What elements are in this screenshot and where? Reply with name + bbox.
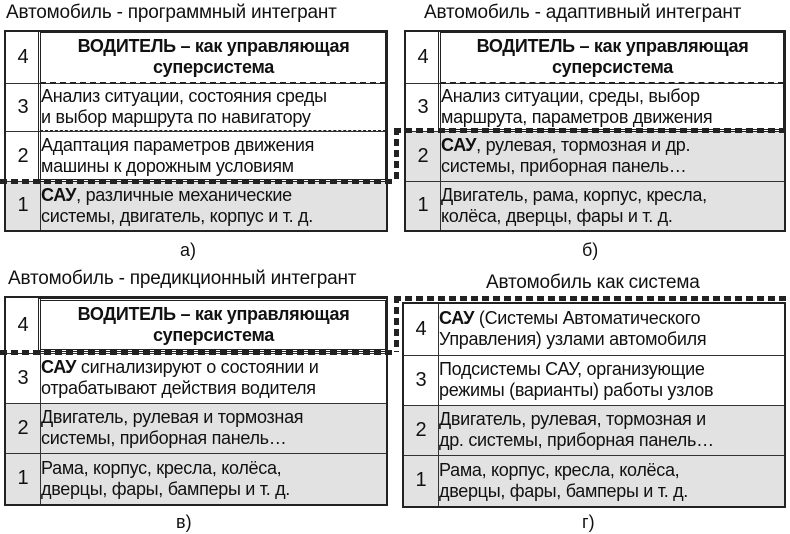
level-text bbox=[439, 405, 786, 455]
level-number: 1 bbox=[5, 453, 41, 505]
text-line-2: Управления) узлами автомобиля bbox=[439, 329, 707, 350]
panel-d-table bbox=[402, 302, 786, 508]
panel-d-row-3 bbox=[403, 355, 785, 405]
text-line-1: , рулевая, тормозная и др. bbox=[476, 135, 691, 155]
level-text bbox=[439, 355, 786, 405]
text-line-2: дверцы, фары, бамперы и т. д. bbox=[439, 480, 689, 501]
text-line-1: , различные механические bbox=[76, 184, 292, 205]
text-line-1: ВОДИТЕЛЬ – как управляющая bbox=[77, 36, 350, 57]
panel-b-caption: б) bbox=[582, 240, 599, 260]
text-line-1: Адаптация параметров движения bbox=[41, 135, 315, 155]
text-line-1: Анализ ситуации, среды, выбор bbox=[441, 86, 700, 106]
text-line-1: Двигатель, рулевая и тормозная bbox=[41, 407, 304, 427]
level-text bbox=[41, 83, 388, 131]
text-line-2: суперсистема bbox=[152, 57, 275, 78]
panel-c-row-4 bbox=[5, 297, 387, 353]
text-line-1: (Системы Автоматического bbox=[474, 308, 701, 329]
panel-d-row-4 bbox=[403, 303, 785, 355]
panel-d-boundary bbox=[394, 296, 790, 301]
panel-a-caption: а) bbox=[180, 240, 197, 260]
panel-d-title: Автомобиль как система bbox=[486, 272, 700, 293]
panel-a-boundary bbox=[0, 179, 392, 184]
level-number: 2 bbox=[405, 131, 441, 181]
text-line-2: колёса, дверцы, фары и т. д. bbox=[441, 205, 673, 226]
level-number: 3 bbox=[5, 83, 41, 131]
level-text bbox=[439, 303, 786, 355]
level-number: 1 bbox=[5, 181, 41, 231]
level-text bbox=[41, 181, 388, 231]
panel-c-boundary bbox=[0, 350, 392, 355]
sau-bold: САУ bbox=[439, 308, 475, 329]
panel-c-row-3 bbox=[5, 353, 387, 403]
panel-b-row-4 bbox=[405, 31, 785, 83]
level-text bbox=[41, 453, 388, 505]
sau-bold: САУ bbox=[41, 184, 77, 205]
level-text bbox=[441, 131, 786, 181]
panel-d-boundary-side bbox=[394, 296, 399, 352]
panel-c-row-1 bbox=[5, 453, 387, 505]
level-number: 2 bbox=[5, 403, 41, 453]
panel-c-table bbox=[4, 296, 388, 506]
panel-c-caption: в) bbox=[176, 512, 192, 532]
panel-a-row-3 bbox=[5, 83, 387, 131]
level-text bbox=[41, 131, 388, 181]
panel-b-title: Автомобиль - адаптивный интегрант bbox=[424, 2, 742, 23]
text-line-1: Двигатель, рулевая, тормозная и bbox=[439, 409, 706, 429]
panel-a-row-2 bbox=[5, 131, 387, 181]
text-line-2: и выбор маршрута по навигатору bbox=[41, 107, 311, 127]
panel-b-boundary-side bbox=[394, 128, 399, 180]
level-number: 3 bbox=[5, 353, 41, 403]
text-line-2: машины к дорожным условиям bbox=[41, 156, 294, 176]
text-line-1: ВОДИТЕЛЬ – как управляющая bbox=[77, 304, 350, 325]
text-line-1: Двигатель, рама, корпус, кресла, bbox=[441, 184, 707, 205]
text-line-1: Рама, корпус, кресла, колёса, bbox=[41, 457, 282, 478]
level-text bbox=[441, 31, 786, 83]
level-number: 2 bbox=[403, 405, 439, 455]
panel-b-row-2 bbox=[405, 131, 785, 181]
text-line-2: системы, двигатель, корпус и т. д. bbox=[41, 205, 313, 226]
text-line-1: Анализ ситуации, состояния среды bbox=[41, 86, 327, 106]
text-line-2: системы, приборная панель… bbox=[41, 428, 287, 448]
text-line-1: Рама, корпус, кресла, колёса, bbox=[439, 459, 680, 480]
panel-a-dash-line bbox=[40, 130, 386, 131]
level-number: 3 bbox=[403, 355, 439, 405]
text-line-2: системы, приборная панель… bbox=[441, 156, 687, 176]
level-text bbox=[41, 297, 388, 353]
level-text bbox=[441, 83, 786, 131]
text-line-2: суперсистема bbox=[152, 325, 275, 346]
text-line-1: Подсистемы САУ, организующие bbox=[439, 359, 705, 379]
level-text bbox=[41, 31, 388, 83]
panel-c-row-2 bbox=[5, 403, 387, 453]
panel-b-boundary bbox=[394, 128, 790, 133]
text-line-1: ВОДИТЕЛЬ – как управляющая bbox=[476, 36, 749, 57]
sau-bold: САУ bbox=[41, 357, 77, 377]
level-text bbox=[41, 403, 388, 453]
text-line-2: режимы (варианты) работы узлов bbox=[439, 380, 714, 400]
level-text bbox=[441, 181, 786, 231]
panel-b-row-3 bbox=[405, 83, 785, 131]
panel-c-title: Автомобиль - предикционный интегрант bbox=[8, 268, 357, 289]
panel-d-row-2 bbox=[403, 405, 785, 455]
text-line-1: сигнализируют о состоянии и bbox=[76, 357, 319, 377]
panel-b-dash-line bbox=[440, 82, 784, 84]
level-number: 1 bbox=[405, 181, 441, 231]
text-line-2: др. системы, приборная панель… bbox=[439, 430, 714, 450]
level-number: 4 bbox=[5, 297, 41, 353]
panel-a-row-1 bbox=[5, 181, 387, 231]
panel-a-title: Автомобиль - программный интегрант bbox=[6, 2, 337, 23]
text-line-2: отрабатывают действия водителя bbox=[41, 378, 316, 398]
panel-a-table bbox=[4, 30, 388, 232]
level-number: 4 bbox=[405, 31, 441, 83]
panel-d-row-1 bbox=[403, 455, 785, 507]
level-number: 1 bbox=[403, 455, 439, 507]
text-line-2: дверцы, фары, бамперы и т. д. bbox=[41, 478, 291, 499]
panel-b-row-1 bbox=[405, 181, 785, 231]
level-number: 3 bbox=[405, 83, 441, 131]
panel-d-caption: г) bbox=[582, 512, 595, 532]
level-text bbox=[41, 353, 388, 403]
sau-bold: САУ bbox=[441, 135, 477, 155]
panel-a-dash-line bbox=[40, 82, 386, 84]
level-number: 4 bbox=[403, 303, 439, 355]
panel-a-row-4 bbox=[5, 31, 387, 83]
level-number: 4 bbox=[5, 31, 41, 83]
text-line-2: маршрута, параметров движения bbox=[441, 107, 713, 127]
level-text bbox=[439, 455, 786, 507]
text-line-2: суперсистема bbox=[551, 57, 674, 78]
level-number: 2 bbox=[5, 131, 41, 181]
